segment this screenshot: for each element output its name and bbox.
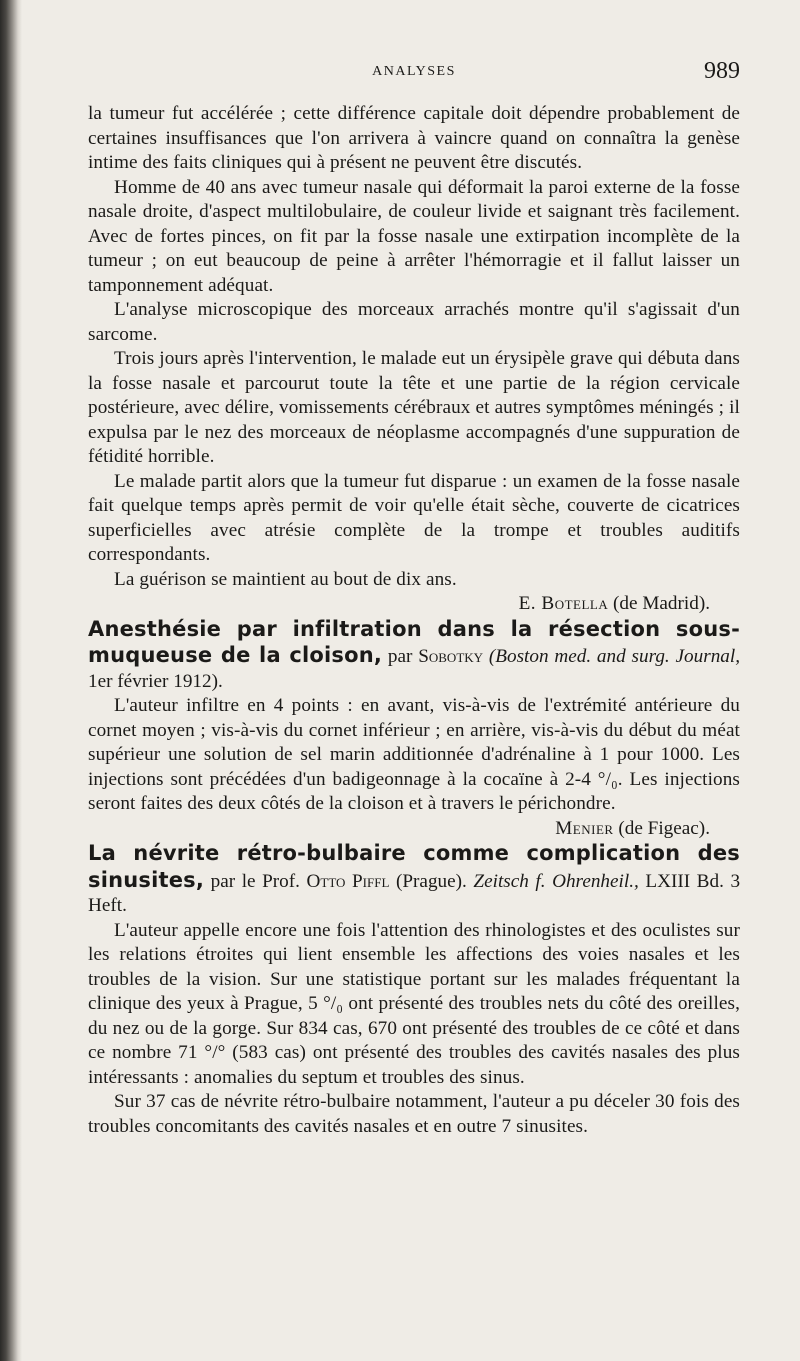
paragraph-complications: Trois jours après l'intervention, le malade eut un érysipèle grave qui débuta dans la fosse nasale et parcourut toute la tête et une partie de la région cervicale postérieure, avec délire, vomissements cérébraux et autres symptômes méningés ; il expulsa par le nez des morceaux de néoplasme accompagnés d'une suppuration de fétidité horrible. — [88, 348, 740, 467]
running-head — [88, 58, 740, 94]
article-place: (Prague). — [395, 870, 467, 892]
signature-name: E. Botella — [518, 593, 609, 614]
signature-botella — [88, 592, 740, 617]
article-title: Anesthésie par infiltration dans la résection sous-muqueuse de la cloison, — [88, 616, 740, 667]
article-by: par — [387, 646, 413, 667]
article-author: Sobotky — [418, 646, 484, 667]
article-journal: (Boston med. and surg. Journal, — [488, 646, 741, 667]
article-author: Otto Piffl — [306, 870, 390, 892]
article-volume: LXIII Bd. 3 Heft. — [88, 870, 741, 916]
signature-menier — [88, 817, 740, 842]
article-heading-anesthesie — [88, 617, 740, 695]
page-number: 989 — [704, 58, 740, 84]
article-by: par le Prof. — [210, 870, 300, 892]
paragraph-continuation: la tumeur fut accélérée ; cette différence capitale doit dépendre probablement de certaines insuffisances que l'on arrivera à vaincre quand on connaîtra la genèse intime des faits cliniques qui à présent ne peuvent être discutés. — [88, 103, 740, 173]
book-binding-edge — [0, 0, 22, 1361]
article-journal: Zeitsch f. Ohrenheil., — [473, 870, 639, 892]
book-page — [88, 58, 740, 1318]
paragraph-microscopic-analysis: L'analyse microscopique des morceaux arrachés montre qu'il s'agissait d'un sarcome. — [88, 299, 740, 345]
article-body: L'auteur infiltre en 4 points : en avant, vis-à-vis de l'extrémité antérieure du cornet moyen ; vis-à-vis du cornet inférieur ; en arrière, vis-à-vis du début du méat supérieur une solution de sel marin additionnée d'adrénaline à 1 pour 1000. Les injections sont précédées d'un badigeonnage à la cocaïne à 2-4 °/₀. Les injections seront faites des deux côtés de la cloison et à travers le périchondre. — [88, 695, 740, 814]
article-body-conclusion: Sur 37 cas de névrite rétro-bulbaire notamment, l'auteur a pu déceler 30 fois des troubles concomitants des cavités nasales et en outre 7 sinusites. — [88, 1091, 740, 1137]
signature-place: (de Figeac). — [618, 817, 710, 839]
paragraph-follow-up: Le malade partit alors que la tumeur fut disparue : un examen de la fosse nasale fait quelque temps après permit de voir qu'elle était sèche, couverte de cicatrices superficielles avec atrésie complète de la trompe et troubles auditifs correspondants. — [88, 470, 740, 565]
section-title: ANALYSES — [372, 64, 456, 79]
paragraph-outcome: La guérison se maintient au bout de dix ans. — [114, 568, 457, 590]
signature-place: (de Madrid). — [613, 593, 710, 614]
article-body: L'auteur appelle encore une fois l'attention des rhinologistes et des oculistes sur les relations étroites qui lient ensemble les affections des voies nasales et les troubles de la vision. Sur une statistique portant sur les malades fréquentant la clinique des yeux à Prague, 5 °/₀ ont présenté des troubles nets du côté des oreilles, du nez ou de la gorge. Sur 834 cas, 670 ont présenté des troubles de ce côté et dans ce nombre 71 °/° (583 cas) ont présenté des troubles des cavités nasales des plus intéressants : anomalies du septum et troubles des sinus. — [88, 919, 740, 1088]
article-heading-nevrite — [88, 841, 740, 919]
article-title: La névrite rétro-bulbaire comme complication des sinusites, — [88, 841, 740, 892]
paragraph-case-description: Homme de 40 ans avec tumeur nasale qui déformait la paroi externe de la fosse nasale droite, d'aspect multilobulaire, de couleur livide et saignant très facilement. Avec de fortes pinces, on fit par la fosse nasale une extirpation incomplète de la tumeur ; on eut beaucoup de peine à arrêter l'hémorragie et il fallut laisser un tamponnement adéquat. — [88, 176, 740, 296]
article-date: 1er février 1912). — [88, 670, 223, 692]
signature-name: Menier — [555, 817, 614, 839]
